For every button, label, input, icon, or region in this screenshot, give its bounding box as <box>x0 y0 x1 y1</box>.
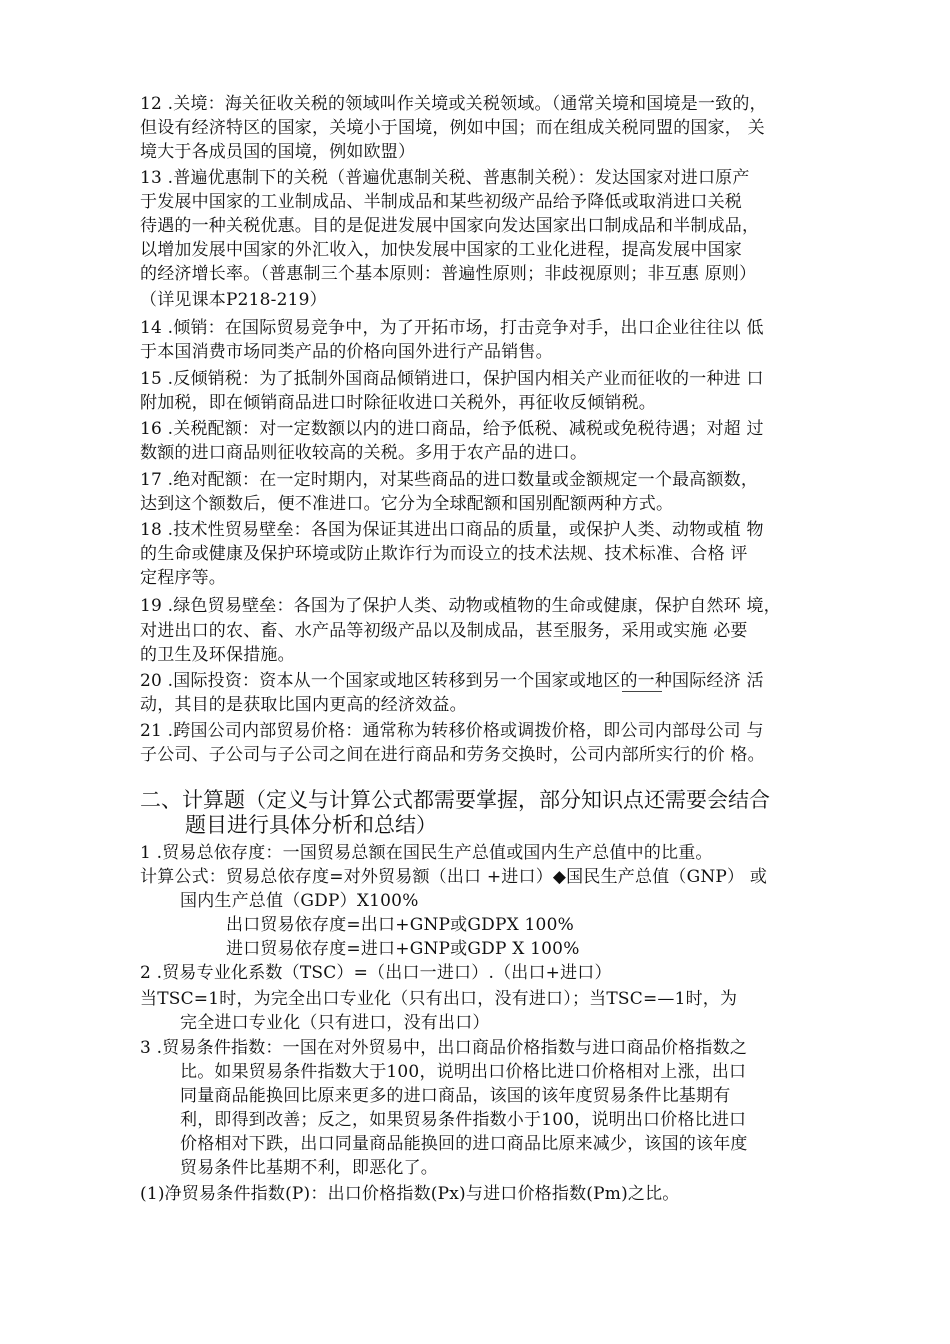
text-line: 1 .贸易总依存度：一国贸易总额在国民生产总值或国内生产总值中的比重。 <box>140 843 713 863</box>
text-line: 15 .反倾销税：为了抵制外国商品倾销进口，保护国内相关产业而征收的一种进 口 <box>140 369 764 389</box>
text-line: 16 .关税配额：对一定数额以内的进口商品，给予低税、减税或免税待遇；对超 过 <box>140 419 764 439</box>
text-line: 的经济增长率。（普惠制三个基本原则：普遍性原则；非歧视原则；非互惠 原则） <box>140 264 757 284</box>
text-line: 12 .关境：海关征收关税的领域叫作关境或关税领域。（通常关境和国境是一致的， <box>140 94 767 114</box>
text-line: 18 .技术性贸易壁垒：各国为保证其进出口商品的质量，或保护人类、动物或植 物 <box>140 520 764 540</box>
text-line: 以增加发展中国家的外汇收入，加快发展中国家的工业化进程，提高发展中国家 <box>140 240 742 260</box>
text-line: 17 .绝对配额：在一定时期内，对某些商品的进口数量或金额规定一个最高额数， <box>140 470 759 490</box>
text-line: 对进出口的农、畜、水产品等初级产品以及制成品，甚至服务，采用或实施 必要 <box>140 621 748 641</box>
formula-line: 出口贸易依存度=出口+GNP或GDPX 100% <box>226 915 574 935</box>
text-line: 动，其目的是获取比国内更高的经济效益。 <box>140 695 467 715</box>
underline-mark <box>622 691 662 692</box>
text-line: 但设有经济特区的国家，关境小于国境，例如中国；而在组成关税同盟的国家， 关 <box>140 118 765 138</box>
text-line: 数额的进口商品则征收较高的关税。多用于农产品的进口。 <box>140 443 588 463</box>
text-line: 境大于各成员国的国境，例如欧盟） <box>140 142 416 162</box>
text-line: 于发展中国家的工业制成品、半制成品和某些初级产品给予降低或取消进口关税 <box>140 192 742 212</box>
text-line: 国内生产总值（GDP）X100% <box>180 891 419 911</box>
text-line: 2 .贸易专业化系数（TSC）=（出口一进口）.（出口+进口） <box>140 963 612 983</box>
text-line: 定程序等。 <box>140 568 226 588</box>
text-line: （详见课本P218-219） <box>140 290 327 310</box>
text-line: 同量商品能换回比原来更多的进口商品，该国的该年度贸易条件比基期有 <box>180 1086 731 1106</box>
text-line: 21 .跨国公司内部贸易价格：通常称为转移价格或调拨价格，即公司内部母公司 与 <box>140 721 764 741</box>
section-title-cont: 题目进行具体分析和总结） <box>185 813 437 837</box>
text-line: 3 .贸易条件指数：一国在对外贸易中，出口商品价格指数与进口商品价格指数之 <box>140 1038 748 1058</box>
text-line: 的生命或健康及保护环境或防止欺诈行为而设立的技术法规、技术标准、合格 评 <box>140 544 748 564</box>
text-line: 13 .普遍优惠制下的关税（普遍优惠制关税、普惠制关税）：发达国家对进口原产 <box>140 168 750 188</box>
text-line: 于本国消费市场同类产品的价格向国外进行产品销售。 <box>140 342 553 362</box>
section-title: 二、计算题（定义与计算公式都需要掌握，部分知识点还需要会结合 <box>140 788 770 812</box>
text-line: 子公司、子公司与子公司之间在进行商品和劳务交换时，公司内部所实行的价 格。 <box>140 745 765 765</box>
text-line: 20 .国际投资：资本从一个国家或地区转移到另一个国家或地区的一种国际经济 活 <box>140 671 764 691</box>
text-line: 价格相对下跌，出口同量商品能换回的进口商品比原来减少，该国的该年度 <box>180 1134 748 1154</box>
text-line: 待遇的一种关税优惠。目的是促进发展中国家向发达国家出口制成品和半制成品， <box>140 216 760 236</box>
text-line: 达到这个额数后，便不准进口。它分为全球配额和国别配额两种方式。 <box>140 494 674 514</box>
text-line: (1)净贸易条件指数(P)：出口价格指数(Px)与进口价格指数(Pm)之比。 <box>140 1184 680 1204</box>
text-line: 比。如果贸易条件指数大于100，说明出口价格比进口价格相对上涨，出口 <box>180 1062 747 1082</box>
text-line: 当TSC=1时，为完全出口专业化（只有出口，没有进口）；当TSC=—1时，为 <box>140 989 738 1009</box>
text-line: 19 .绿色贸易壁垒：各国为了保护人类、动物或植物的生命或健康，保护自然环 境， <box>140 596 781 616</box>
text-line: 利，即得到改善；反之，如果贸易条件指数小于100，说明出口价格比进口 <box>180 1110 747 1130</box>
text-line: 贸易条件比基期不利，即恶化了。 <box>180 1158 438 1178</box>
text-line: 附加税，即在倾销商品进口时除征收进口关税外，再征收反倾销税。 <box>140 393 656 413</box>
formula-line: 进口贸易依存度=进口+GNP或GDP X 100% <box>226 939 580 959</box>
text-line: 14 .倾销：在国际贸易竞争中，为了开拓市场，打击竞争对手，出口企业往往以 低 <box>140 318 764 338</box>
text-line: 的卫生及环保措施。 <box>140 645 295 665</box>
text-line: 完全进口专业化（只有进口，没有出口） <box>180 1013 490 1033</box>
text-line: 计算公式：贸易总依存度=对外贸易额（出口 +进口）◆国民生产总值（GNP） 或 <box>140 867 768 887</box>
